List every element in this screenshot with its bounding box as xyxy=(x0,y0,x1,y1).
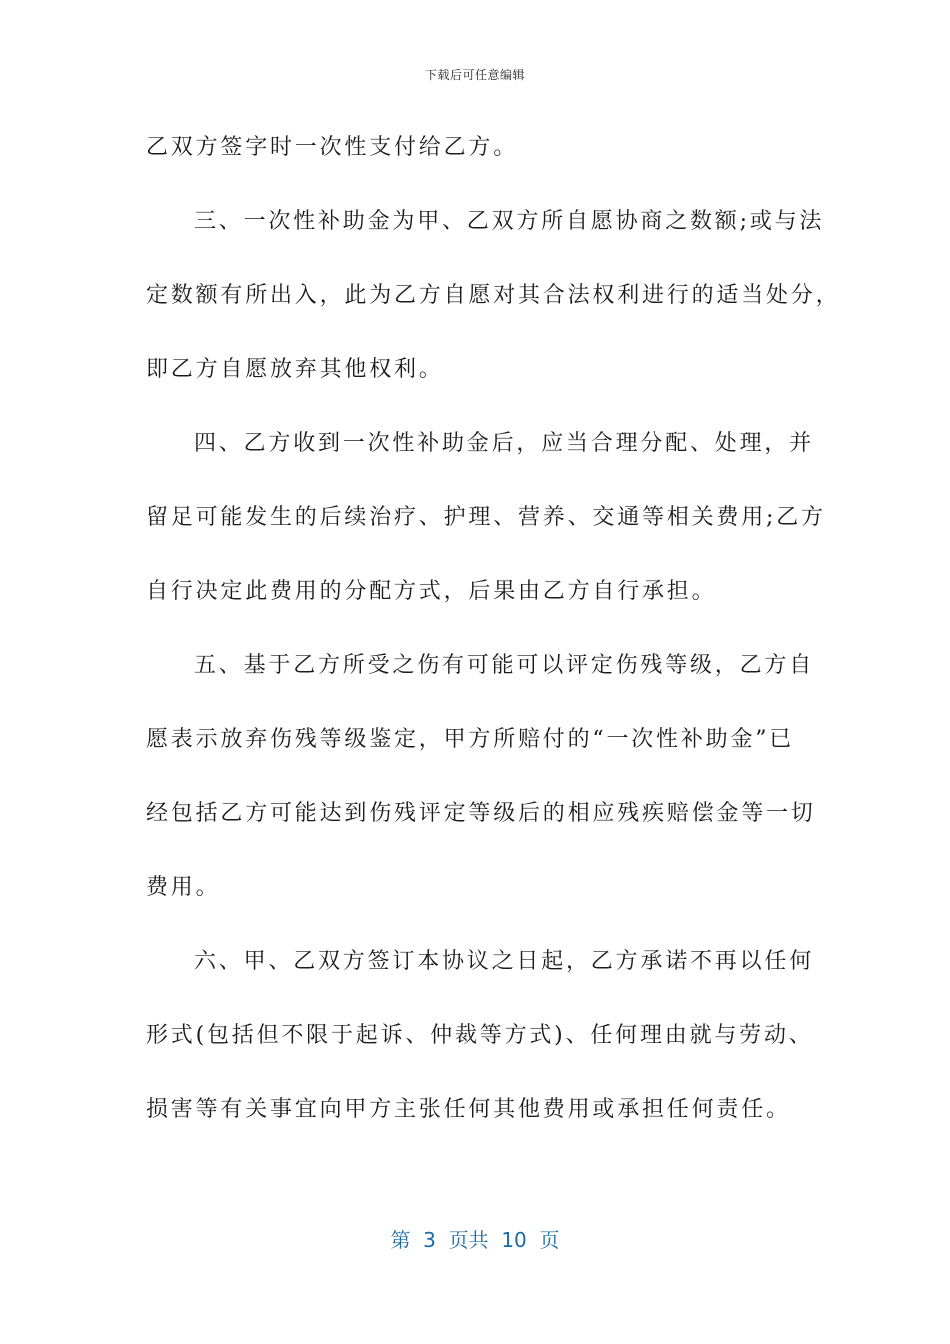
paragraph-line: 愿表示放弃伤残等级鉴定，甲方所赔付的“一次性补助金”已 xyxy=(146,727,795,752)
paragraph-line: 损害等有关事宜向甲方主张任何其他费用或承担任何责任。 xyxy=(146,1097,791,1122)
paragraph-line: 费用。 xyxy=(146,875,221,900)
paragraph-line: 自行决定此费用的分配方式，后果由乙方自行承担。 xyxy=(146,579,717,604)
header-note: 下载后可任意编辑 xyxy=(424,68,525,82)
page-number-footer: 第 3 页共 10 页 xyxy=(390,1228,560,1252)
paragraph-line: 四、乙方收到一次性补助金后，应当合理分配、处理，并 xyxy=(194,431,815,456)
paragraph-line: 五、基于乙方所受之伤有可能可以评定伤残等级，乙方自 xyxy=(194,653,815,678)
paragraph-line: 经包括乙方可能达到伤残评定等级后的相应残疾赔偿金等一切 xyxy=(146,801,816,826)
paragraph-line: 乙双方签字时一次性支付给乙方。 xyxy=(146,135,519,160)
paragraph-line: 三、一次性补助金为甲、乙双方所自愿协商之数额;或与法 xyxy=(194,209,825,234)
paragraph-line: 形式(包括但不限于起诉、仲裁等方式)、任何理由就与劳动、 xyxy=(146,1023,814,1048)
paragraph-line: 留足可能发生的后续治疗、护理、营养、交通等相关费用;乙方 xyxy=(146,505,826,530)
document-body xyxy=(146,118,841,1154)
paragraph-line: 即乙方自愿放弃其他权利。 xyxy=(146,357,444,382)
paragraph-line: 定数额有所出入，此为乙方自愿对其合法权利进行的适当处分， xyxy=(146,283,841,308)
paragraph-line: 六、甲、乙双方签订本协议之日起，乙方承诺不再以任何 xyxy=(194,949,815,974)
